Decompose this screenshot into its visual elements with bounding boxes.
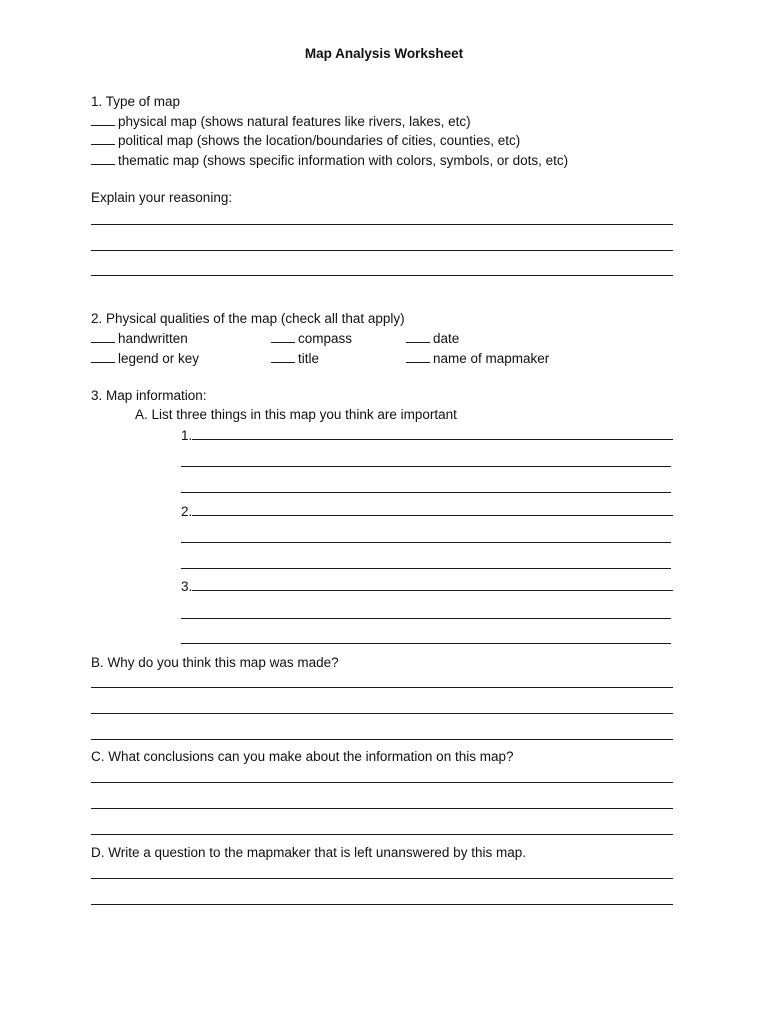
- answer-line[interactable]: [91, 739, 673, 740]
- q3-sub-a: A. List three things in this map you think are important: [135, 407, 457, 422]
- answer-line[interactable]: [91, 808, 673, 809]
- checkbox-blank[interactable]: [91, 113, 115, 126]
- checkbox-blank[interactable]: [91, 350, 115, 363]
- q2-option-mapmaker[interactable]: name of mapmaker: [406, 350, 549, 367]
- answer-line[interactable]: [192, 427, 673, 440]
- answer-line[interactable]: [192, 578, 673, 591]
- checkbox-blank[interactable]: [406, 350, 430, 363]
- page-title: Map Analysis Worksheet: [304, 46, 464, 61]
- q2-option-legend[interactable]: legend or key: [91, 350, 199, 367]
- answer-line[interactable]: [91, 687, 673, 688]
- answer-line[interactable]: [91, 904, 673, 905]
- item-3[interactable]: 3.: [181, 578, 673, 595]
- q2-option-compass[interactable]: compass: [271, 330, 352, 347]
- answer-line[interactable]: [181, 542, 671, 543]
- checkbox-blank[interactable]: [406, 330, 430, 343]
- answer-line[interactable]: [91, 713, 673, 714]
- q1-option-thematic[interactable]: thematic map (shows specific information with colors, symbols, or dots, etc): [91, 152, 568, 169]
- answer-line[interactable]: [192, 503, 673, 516]
- reasoning-label: Explain your reasoning:: [91, 190, 233, 205]
- question-b: B. Why do you think this map was made?: [91, 655, 339, 670]
- answer-line[interactable]: [91, 224, 673, 225]
- checkbox-blank[interactable]: [91, 132, 115, 145]
- answer-line[interactable]: [181, 492, 671, 493]
- q2-option-handwritten[interactable]: handwritten: [91, 330, 188, 347]
- answer-line[interactable]: [91, 782, 673, 783]
- checkbox-blank[interactable]: [91, 152, 115, 165]
- answer-line[interactable]: [181, 568, 671, 569]
- q1-heading: 1. Type of map: [91, 94, 181, 109]
- checkbox-blank[interactable]: [91, 330, 115, 343]
- answer-line[interactable]: [91, 834, 673, 835]
- q2-option-date[interactable]: date: [406, 330, 459, 347]
- answer-line[interactable]: [181, 618, 671, 619]
- q2-option-title[interactable]: title: [271, 350, 319, 367]
- answer-line[interactable]: [91, 878, 673, 879]
- answer-line[interactable]: [91, 275, 673, 276]
- q1-option-physical[interactable]: physical map (shows natural features like rivers, lakes, etc): [91, 113, 471, 130]
- q3-heading: 3. Map information:: [91, 388, 207, 403]
- question-d: D. Write a question to the mapmaker that is left unanswered by this map.: [91, 845, 526, 860]
- question-c: C. What conclusions can you make about the information on this map?: [91, 749, 514, 764]
- q2-heading: 2. Physical qualities of the map (check all that apply): [91, 311, 405, 326]
- answer-line[interactable]: [181, 643, 671, 644]
- item-1[interactable]: 1.: [181, 427, 673, 444]
- checkbox-blank[interactable]: [271, 330, 295, 343]
- checkbox-blank[interactable]: [271, 350, 295, 363]
- q1-option-political[interactable]: political map (shows the location/boundaries of cities, counties, etc): [91, 132, 520, 149]
- item-2[interactable]: 2.: [181, 503, 673, 520]
- answer-line[interactable]: [91, 250, 673, 251]
- answer-line[interactable]: [181, 466, 671, 467]
